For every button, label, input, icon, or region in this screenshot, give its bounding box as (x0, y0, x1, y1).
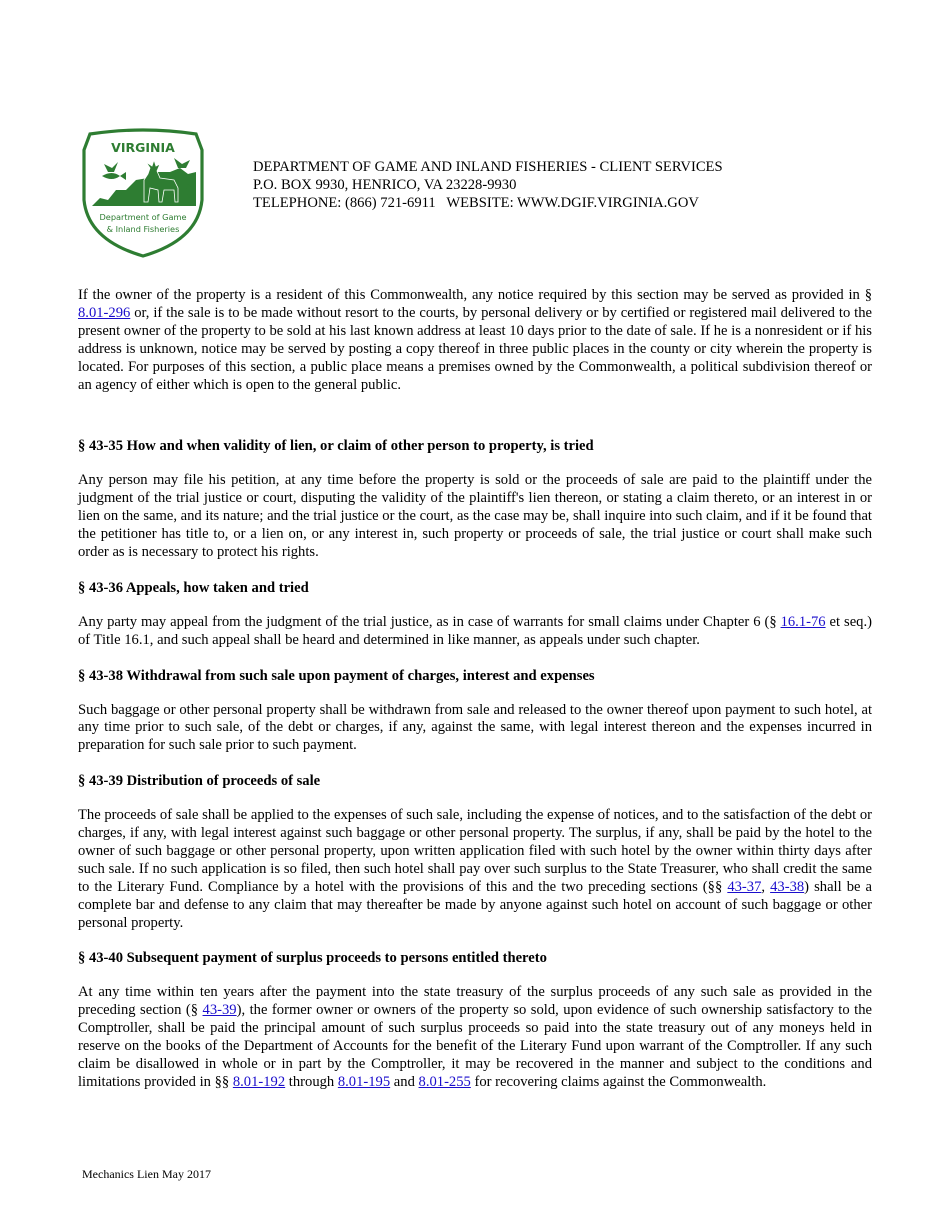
body-43-40 (78, 984, 872, 1091)
heading-43-38: § 43-38 Withdrawal from such sale upon payment of charges, interest and expenses (78, 667, 595, 684)
body-43-36 (78, 614, 872, 650)
body-43-40-text-1: At any time within ten years after the payment into the state treasury of the surplus proceeds of any such sale as provided in the preceding section (§ (78, 984, 872, 1019)
letterhead (253, 158, 723, 212)
body-43-38: Such baggage or other personal property shall be withdrawn from sale and released to the owner thereof upon payment to such hotel, at any time prior to such sale, of the debt or charges, if any, against the same, with legal interest thereon and the expenses incurred in preparation for such sale prior to such payment. (78, 701, 872, 754)
logo-line2: & Inland Fisheries (106, 224, 180, 234)
link-8-01-195[interactable]: 8.01-195 (337, 1073, 391, 1090)
logo-top-text: VIRGINIA (111, 140, 175, 155)
body-43-39 (78, 807, 872, 932)
intro-paragraph (78, 287, 872, 394)
intro-text-2: or, if the sale is to be made without resort to the courts, by personal delivery or by certified or registered mail delivered to the present owner of the property to be sold at his last known address at least 10 days prior to the date of sale. If he is a nonresident or if his address is unknown, notice may be served by posting a copy thereof in three public places in the county or city wherein the property is located. For purposes of this section, a public place means a premises owned by the Commonwealth, a political subdivision thereof or an agency of either which is open to the general public. (78, 304, 872, 393)
link-8-01-296[interactable]: 8.01-296 (78, 304, 131, 321)
body-43-40-text-3: through (285, 1073, 338, 1090)
body-43-40-text-4: and (390, 1073, 419, 1090)
body-43-39-text-2: , (761, 878, 771, 895)
link-43-39[interactable]: 43-39 (202, 1002, 237, 1019)
link-8-01-255[interactable]: 8.01-255 (418, 1073, 471, 1090)
body-43-36-text-2: et seq.) of Title 16.1, and such appeal shall be heard and determined in like manner, as appeals under such chapter. (78, 613, 872, 648)
body-43-35: Any person may file his petition, at any time before the property is sold or the proceeds of sale are paid to the plaintiff under the judgment of the trial justice or court, disputing the validity of the plaintiff's lien thereon, or stating a claim thereto, or an interest in or lien on the same, and its nature; and the trial justice or the court, as the case may be, shall inquire into such claim, and if it be found that the petitioner has title to, or a lien on, or any interest in, such property or proceeds of sale, the trial justice or court shall make such order as is necessary to protect his rights. (78, 472, 872, 560)
body-43-39-text-1: The proceeds of sale shall be applied to the expenses of such sale, including the expense of notices, and to the satisfaction of the debt or charges, if any, with legal interest against such baggage or other personal property. The surplus, if any, shall be paid by the hotel to the owner of such baggage or other personal property, upon written application filed with such hotel by the owner within thirty days after such sale. If no such application is so filed, then such hotel shall pay over such surplus to the State Treasurer, who shall credit the same to the Literary Fund. Compliance by a hotel with the provisions of this and the two preceding sections (§§ (78, 807, 872, 895)
header-line-3: TELEPHONE: (866) 721-6911 WEBSITE: WWW.DGIF.VIRGINIA.GOV (253, 195, 699, 211)
body-43-36-text-1: Any party may appeal from the judgment of the trial justice, as in case of warrants for small claims under Chapter 6 (§ (78, 613, 781, 630)
heading-43-40: § 43-40 Subsequent payment of surplus proceeds to persons entitled thereto (78, 950, 547, 967)
heading-43-36: § 43-36 Appeals, how taken and tried (78, 579, 309, 596)
body-43-40-text-2: ), the former owner or owners of the property so sold, upon evidence of such ownership satisfactory to the Comptroller, shall be paid the principal amount of such surplus proceeds so paid into the state treasury out of any moneys held in reserve on the books of the Department of Accounts for the benefit of the Literary Fund upon warrant of the Comptroller. If any such claim be disallowed in whole or in part by the Comptroller, it may be recovered in the manner and subject to the conditions and limitations provided in §§ (78, 1002, 872, 1090)
intro-text-1: If the owner of the property is a resident of this Commonwealth, any notice required by this section may be served as provided in § (78, 287, 872, 303)
header-line-1: DEPARTMENT OF GAME AND INLAND FISHERIES - CLIENT SERVICES (253, 159, 723, 175)
body-43-40-text-5: for recovering claims against the Commonwealth. (470, 1073, 767, 1090)
link-16-1-76[interactable]: 16.1-76 (780, 613, 826, 630)
heading-43-39: § 43-39 Distribution of proceeds of sale (78, 773, 321, 790)
body-43-39-text-3: ) shall be a complete bar and defense to any claim that may thereafter be made by anyone against such hotel on account of such baggage or other personal property. (78, 878, 873, 931)
dgif-shield-icon (78, 128, 208, 260)
header-line-2: P.O. BOX 9930, HENRICO, VA 23228-9930 (253, 177, 517, 193)
link-43-37[interactable]: 43-37 (727, 878, 762, 895)
heading-43-35: § 43-35 How and when validity of lien, or claim of other person to property, is tried (78, 438, 594, 455)
link-43-38[interactable]: 43-38 (770, 878, 805, 895)
link-8-01-192[interactable]: 8.01-192 (232, 1073, 286, 1090)
logo-line1: Department of Game (99, 212, 187, 222)
page-footer: Mechanics Lien May 2017 (82, 1167, 211, 1181)
dgif-logo (78, 128, 208, 260)
document-body (78, 287, 872, 1092)
